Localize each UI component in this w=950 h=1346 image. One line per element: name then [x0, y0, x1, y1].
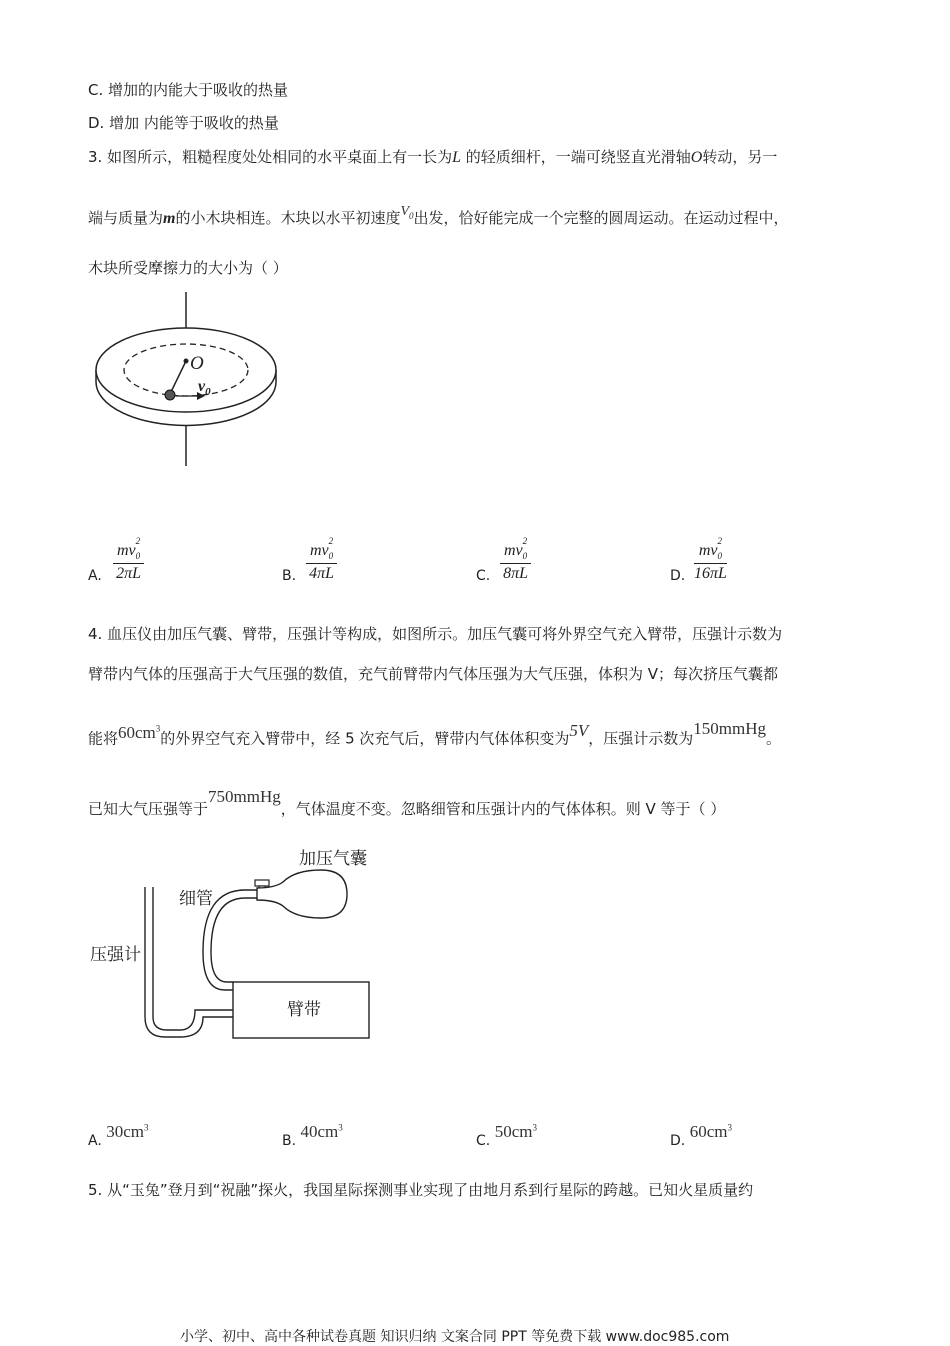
q4-option-c[interactable]: C. $50cm^3$: [476, 1122, 537, 1149]
label-tube: 细管: [179, 889, 213, 909]
q4-line-2: 臂带内气体的压强高于大气压强的数值，充气前臂带内气体压强为大气压强，体积为 V；每次挤压气囊都: [88, 665, 779, 683]
q4-option-d[interactable]: D. $60cm^3$: [670, 1122, 732, 1149]
q3-option-c-fraction[interactable]: $mv_0$ 2 8πL: [500, 542, 531, 583]
pivot-O: [184, 359, 189, 364]
label-cuff: 臂带: [287, 1000, 321, 1020]
q4-figure-apparatus: [85, 842, 385, 1042]
q4-line-4: 已知大气压强等于750mmHg，气体温度不变。忽略细管和压强计内的气体体积。则 V 等于（ ）: [88, 787, 726, 818]
q3-option-b-letter[interactable]: B.: [282, 568, 297, 584]
q3-option-d-fraction[interactable]: $mv_0$ 2 16πL: [694, 536, 727, 583]
disk-top: [96, 328, 276, 412]
q5-line-1: 5. 从“玉兔”登月到“祝融”探火，我国星际探测事业实现了由地月系到行星际的跨越。已知火星质量约: [88, 1181, 754, 1199]
label-bulb: 加压气囊: [299, 849, 367, 869]
wood-block: [165, 390, 175, 400]
option-c-prev: C. 增加的内能大于吸收的热量: [88, 81, 289, 99]
pressure-bulb: [257, 870, 347, 918]
tube-inner: [211, 898, 257, 982]
q3-line-1: 3. 如图所示，粗糙程度处处相同的水平桌面上有一长为L 的轻质细杆，一端可绕竖直光滑轴O转动，另一: [88, 148, 778, 166]
q3-option-c-letter[interactable]: C.: [476, 568, 491, 584]
q3-option-b-fraction[interactable]: $mv_0$ 2 4πL: [306, 542, 337, 583]
q4-option-a[interactable]: A. $30cm^3$: [88, 1122, 149, 1149]
q3-option-a-letter[interactable]: A.: [88, 568, 102, 584]
label-gauge: 压强计: [90, 945, 141, 965]
q3-line-2: 端与质量为m的小木块相连。木块以水平初速度$V_0$出发，恰好能完成一个完整的圆周运动。在运动过程中，: [88, 204, 789, 227]
q3-figure-disk: [90, 292, 290, 468]
manometer-outer: [145, 887, 233, 1037]
q4-line-3: 能将$60cm^3$的外界空气充入臂带中，经 5 次充气后，臂带内气体体积变为5V，压强计示数为150mmHg。: [88, 718, 782, 748]
q3-option-a-fraction[interactable]: $mv_0$ 2 2πL: [113, 542, 144, 583]
q3-line-3: 木块所受摩擦力的大小为（ ）: [88, 259, 288, 277]
option-d-prev: D. 增加 内能等于吸收的热量: [88, 114, 279, 132]
label-v0: $v_0$: [198, 378, 211, 398]
valve-cap: [255, 880, 269, 886]
label-O: O: [190, 353, 204, 374]
q4-line-1: 4. 血压仪由加压气囊、臂带，压强计等构成，如图所示。加压气囊可将外界空气充入臂带，压强计示数为: [88, 625, 783, 643]
q3-option-d-letter[interactable]: D.: [670, 568, 686, 584]
q4-option-b[interactable]: B. $40cm^3$: [282, 1122, 343, 1149]
footer-text[interactable]: 小学、初中、高中各种试卷真题 知识归纳 文案合同 PPT 等免费下载 www.doc985.com: [180, 1329, 730, 1345]
